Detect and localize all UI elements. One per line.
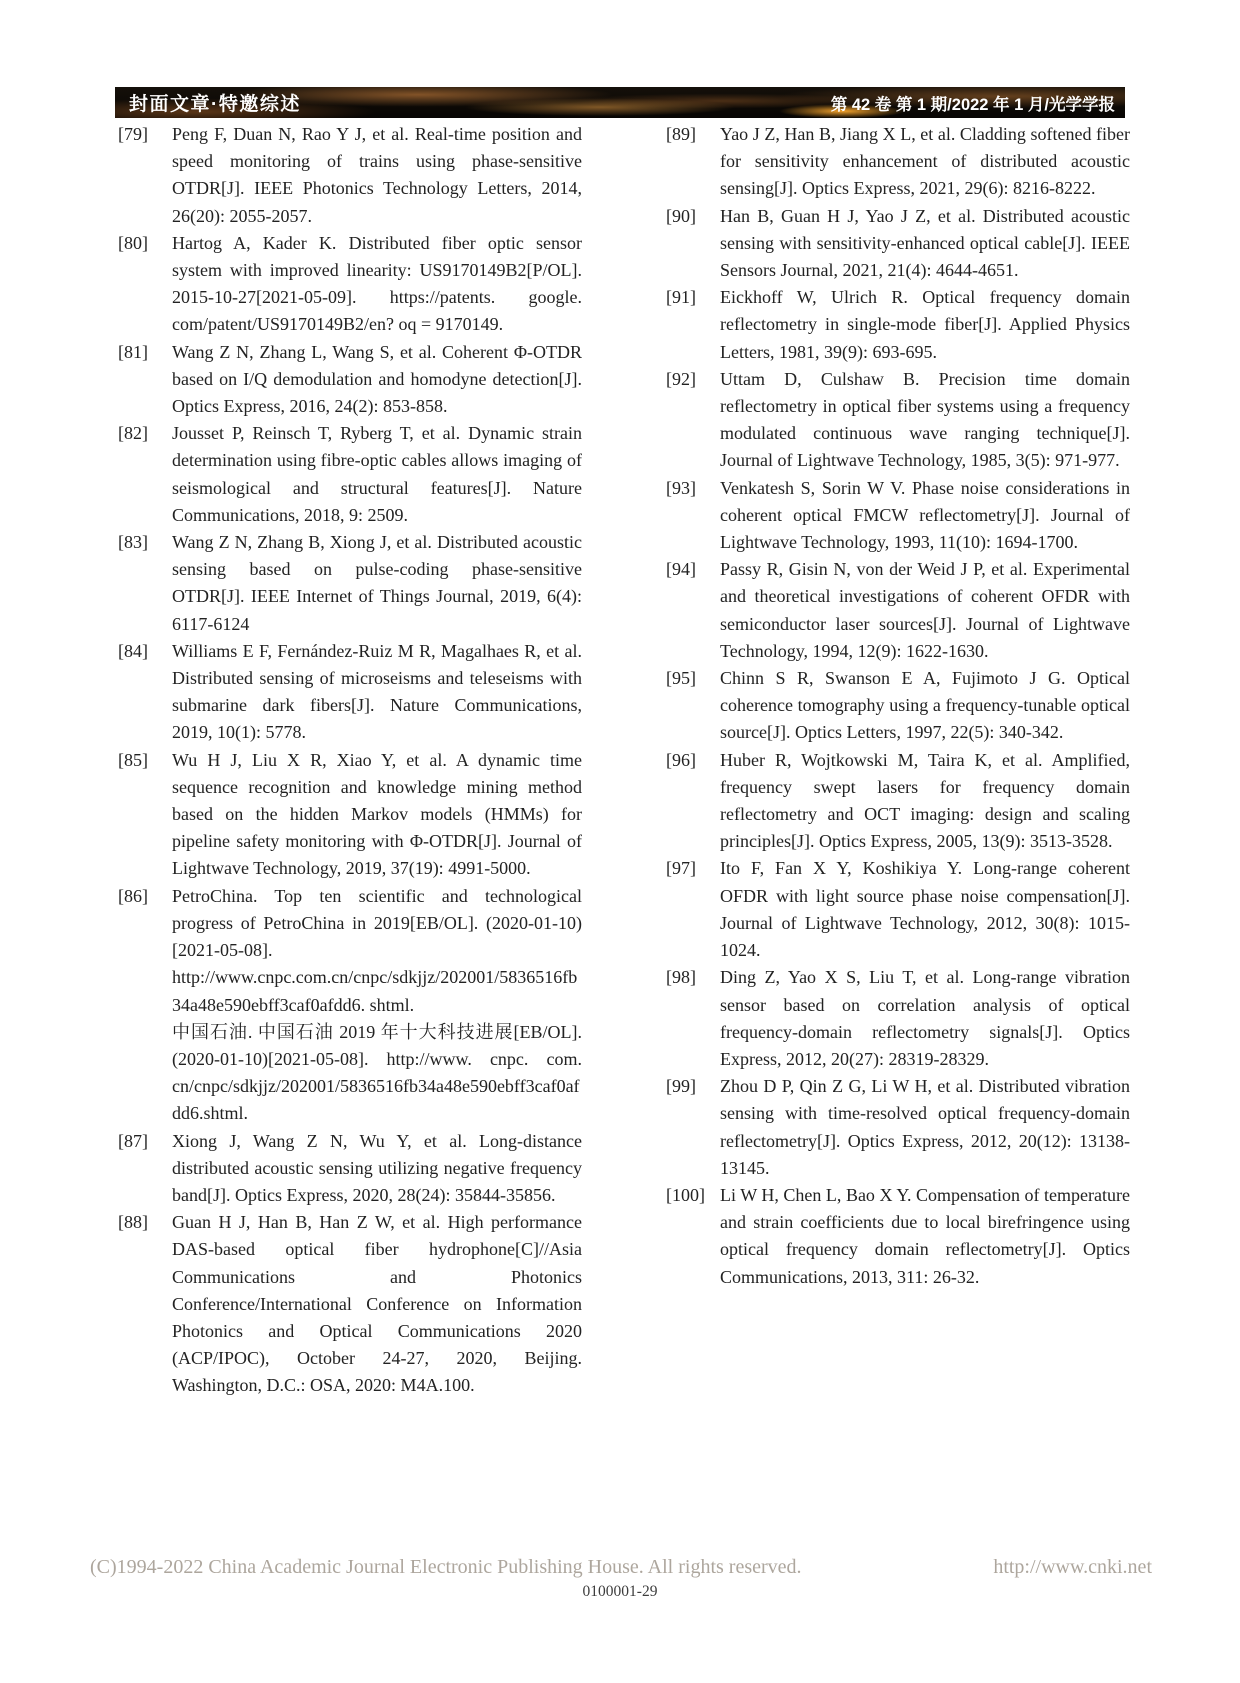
reference-number: [98]: [666, 967, 696, 988]
reference-entry: [666, 1073, 1130, 1182]
reference-text-chinese: 中国石油. 中国石油 2019 年十大科技进展[EB/OL]. (2020-01-10)[2021-05-08]. http://www. cnpc. com. cn/cnpc/sdkjjz/202001/5836516fb34a48e590ebff3caf0afdd6.shtml.: [172, 1021, 582, 1124]
reference-entry: [666, 964, 1130, 1073]
issue-info: 第 42 卷 第 1 期/2022 年 1 月/光学学报: [830, 95, 1115, 114]
reference-text: Peng F, Duan N, Rao Y J, et al. Real-time position and speed monitoring of trains using phase-sensitive OTDR[J]. IEEE Photonics Technology Letters, 2014, 26(20): 2055-2057.: [172, 124, 582, 226]
reference-body: [720, 366, 1130, 475]
reference-number: [91]: [666, 287, 696, 308]
reference-body: [720, 855, 1130, 964]
reference-number: [97]: [666, 858, 696, 879]
reference-number: [79]: [118, 124, 148, 144]
reference-body: [172, 638, 582, 747]
reference-text: Zhou D P, Qin Z G, Li W H, et al. Distributed vibration sensing with time-resolved optical frequency-domain reflectometry[J]. Optics Express, 2012, 20(12): 13138-13145.: [720, 1076, 1130, 1178]
reference-body: [172, 230, 582, 339]
reference-number: [85]: [118, 749, 148, 770]
page-number: 0100001-29: [582, 1583, 658, 1600]
reference-text: Chinn S R, Swanson E A, Fujimoto J G. Optical coherence tomography using a frequency-tunable optical source[J]. Optics Letters, 1997, 22(5): 340-342.: [720, 668, 1130, 743]
reference-entry: [118, 1209, 582, 1399]
reference-body: [172, 420, 582, 529]
reference-body: [720, 1182, 1130, 1291]
section-title: 封面文章·特邀综述: [129, 94, 301, 115]
reference-entry: [118, 529, 582, 638]
reference-number: [81]: [118, 341, 148, 362]
reference-body: [172, 339, 582, 421]
reference-number: [92]: [666, 368, 696, 389]
reference-entry: [666, 203, 1130, 285]
reference-text: Passy R, Gisin N, von der Weid J P, et al. Experimental and theoretical investigations of coherent OFDR with semiconductor laser sources[J]. Journal of Lightwave Technology, 1994, 12(9): 1622-1630.: [720, 559, 1130, 661]
reference-entry: [666, 1182, 1130, 1291]
reference-text: Hartog A, Kader K. Distributed fiber optic sensor system with improved linearity: US9170149B2[P/OL]. 2015-10-27[2021-05-09]. https://patents. google. com/patent/US9170149B2/en? oq = 9170149.: [172, 232, 582, 335]
reference-entry: [666, 855, 1130, 964]
reference-number: [82]: [118, 423, 148, 444]
reference-number: [80]: [118, 232, 148, 253]
reference-text: Xiong J, Wang Z N, Wu Y, et al. Long-distance distributed acoustic sensing utilizing negative frequency band[J]. Optics Express, 2020, 28(24): 35844-35856.: [172, 1130, 582, 1205]
reference-entry: [118, 230, 582, 339]
reference-body: [720, 1073, 1130, 1182]
reference-number: [90]: [666, 205, 696, 226]
reference-number: [100]: [666, 1184, 705, 1205]
reference-body: [720, 284, 1130, 366]
references-right-column: [666, 121, 1130, 1400]
reference-text: Eickhoff W, Ulrich R. Optical frequency domain reflectometry in single-mode fiber[J]. Applied Physics Letters, 1981, 39(9): 693-695.: [720, 287, 1130, 362]
reference-entry: [666, 556, 1130, 665]
reference-text: Jousset P, Reinsch T, Ryberg T, et al. Dynamic strain determination using fibre-optic cables allows imaging of seismological and structural features[J]. Nature Communications, 2018, 9: 2509.: [172, 423, 582, 525]
reference-text: Yao J Z, Han B, Jiang X L, et al. Cladding softened fiber for sensitivity enhancement of distributed acoustic sensing[J]. Optics Express, 2021, 29(6): 8216-8222.: [720, 124, 1130, 199]
reference-body: [172, 747, 582, 883]
references-section: [118, 121, 1130, 1400]
reference-text: Wang Z N, Zhang B, Xiong J, et al. Distributed acoustic sensing based on pulse-coding phase-sensitive OTDR[J]. IEEE Internet of Things Journal, 2019, 6(4): 6117-6124: [172, 532, 582, 634]
copyright-text: (C)1994-2022 China Academic Journal Electronic Publishing House. All rights reserved.: [90, 1556, 802, 1578]
reference-body: [720, 475, 1130, 557]
reference-text: PetroChina. Top ten scientific and technological progress of PetroChina in 2019[EB/OL]. (2020-01-10)[2021-05-08]. http://www.cnpc.com.cn/cnpc/sdkjjz/202001/5836516fb34a48e590ebff3caf0afdd6. shtml.: [172, 885, 582, 1015]
reference-entry: [118, 121, 582, 230]
reference-number: [84]: [118, 640, 148, 661]
reference-number: [89]: [666, 124, 696, 144]
reference-number: [87]: [118, 1130, 148, 1151]
reference-entry: [118, 747, 582, 883]
reference-body: [720, 747, 1130, 856]
reference-body: [172, 529, 582, 638]
reference-entry: [118, 638, 582, 747]
reference-text: Huber R, Wojtkowski M, Taira K, et al. Amplified, frequency swept lasers for frequency domain reflectometry and OCT imaging: design and scaling principles[J]. Optics Express, 2005, 13(9): 3513-3528.: [720, 749, 1130, 852]
reference-text: Wu H J, Liu X R, Xiao Y, et al. A dynamic time sequence recognition and knowledge mining method based on the hidden Markov models (HMMs) for pipeline safety monitoring with Φ-OTDR[J]. Journal of Lightwave Technology, 2019, 37(19): 4991-5000.: [172, 749, 582, 879]
reference-entry: [118, 420, 582, 529]
reference-number: [86]: [118, 885, 148, 906]
reference-number: [88]: [118, 1212, 148, 1233]
reference-number: [94]: [666, 559, 696, 580]
reference-body: [720, 121, 1130, 203]
reference-entry: [118, 883, 582, 1128]
reference-text: Li W H, Chen L, Bao X Y. Compensation of temperature and strain coefficients due to local birefringence using optical frequency domain reflectometry[J]. Optics Communications, 2013, 311: 26-32.: [720, 1184, 1130, 1287]
reference-body: [172, 1209, 582, 1399]
reference-number: [93]: [666, 477, 696, 498]
reference-entry: [118, 339, 582, 421]
reference-body: [172, 121, 582, 230]
reference-entry: [666, 475, 1130, 557]
reference-body: [172, 1128, 582, 1210]
references-left-column: [118, 121, 582, 1400]
reference-text: Ding Z, Yao X S, Liu T, et al. Long-range vibration sensor based on correlation analysis of optical frequency-domain reflectometry signals[J]. Optics Express, 2012, 20(27): 28319-28329.: [720, 967, 1130, 1069]
reference-body: [172, 883, 582, 1128]
reference-entry: [666, 121, 1130, 203]
reference-text: Uttam D, Culshaw B. Precision time domain reflectometry in optical fiber systems using a frequency modulated continuous wave ranging technique[J]. Journal of Lightwave Technology, 1985, 3(5): 971-977.: [720, 368, 1130, 471]
reference-text: Venkatesh S, Sorin W V. Phase noise considerations in coherent optical FMCW reflectometry[J]. Journal of Lightwave Technology, 1993, 11(10): 1694-1700.: [720, 477, 1130, 553]
reference-text: Guan H J, Han B, Han Z W, et al. High performance DAS-based optical fiber hydrophone[C]//Asia Communications and Photonics Conference/International Conference on Information Photonics and Optical Communications 2020 (ACP/IPOC), October 24-27, 2020, Beijing. Washington, D.C.: OSA, 2020: M4A.100.: [172, 1212, 582, 1396]
reference-text: Williams E F, Fernández-Ruiz M R, Magalhaes R, et al. Distributed sensing of microseisms and teleseisms with submarine dark fibers[J]. Nature Communications, 2019, 10(1): 5778.: [172, 640, 582, 743]
reference-entry: [666, 366, 1130, 475]
reference-text: Ito F, Fan X Y, Koshikiya Y. Long-range coherent OFDR with light source phase noise compensation[J]. Journal of Lightwave Technology, 2012, 30(8): 1015-1024.: [720, 858, 1130, 961]
copyright-line: [90, 1556, 1152, 1579]
reference-text: Han B, Guan H J, Yao J Z, et al. Distributed acoustic sensing with sensitivity-enhanced optical cable[J]. IEEE Sensors Journal, 2021, 21(4): 4644-4651.: [720, 205, 1130, 281]
reference-body: [720, 556, 1130, 665]
cnki-url: http://www.cnki.net: [993, 1556, 1152, 1578]
reference-entry: [118, 1128, 582, 1210]
reference-entry: [666, 665, 1130, 747]
reference-entry: [666, 284, 1130, 366]
reference-body: [720, 964, 1130, 1073]
reference-text: Wang Z N, Zhang L, Wang S, et al. Coherent Φ-OTDR based on I/Q demodulation and homodyne detection[J]. Optics Express, 2016, 24(2): 853-858.: [172, 341, 582, 417]
reference-number: [83]: [118, 532, 148, 553]
reference-body: [720, 203, 1130, 285]
reference-number: [95]: [666, 668, 696, 689]
reference-body: [720, 665, 1130, 747]
journal-header-band: [115, 87, 1125, 118]
reference-entry: [666, 747, 1130, 856]
reference-number: [99]: [666, 1076, 696, 1097]
reference-number: [96]: [666, 749, 696, 770]
